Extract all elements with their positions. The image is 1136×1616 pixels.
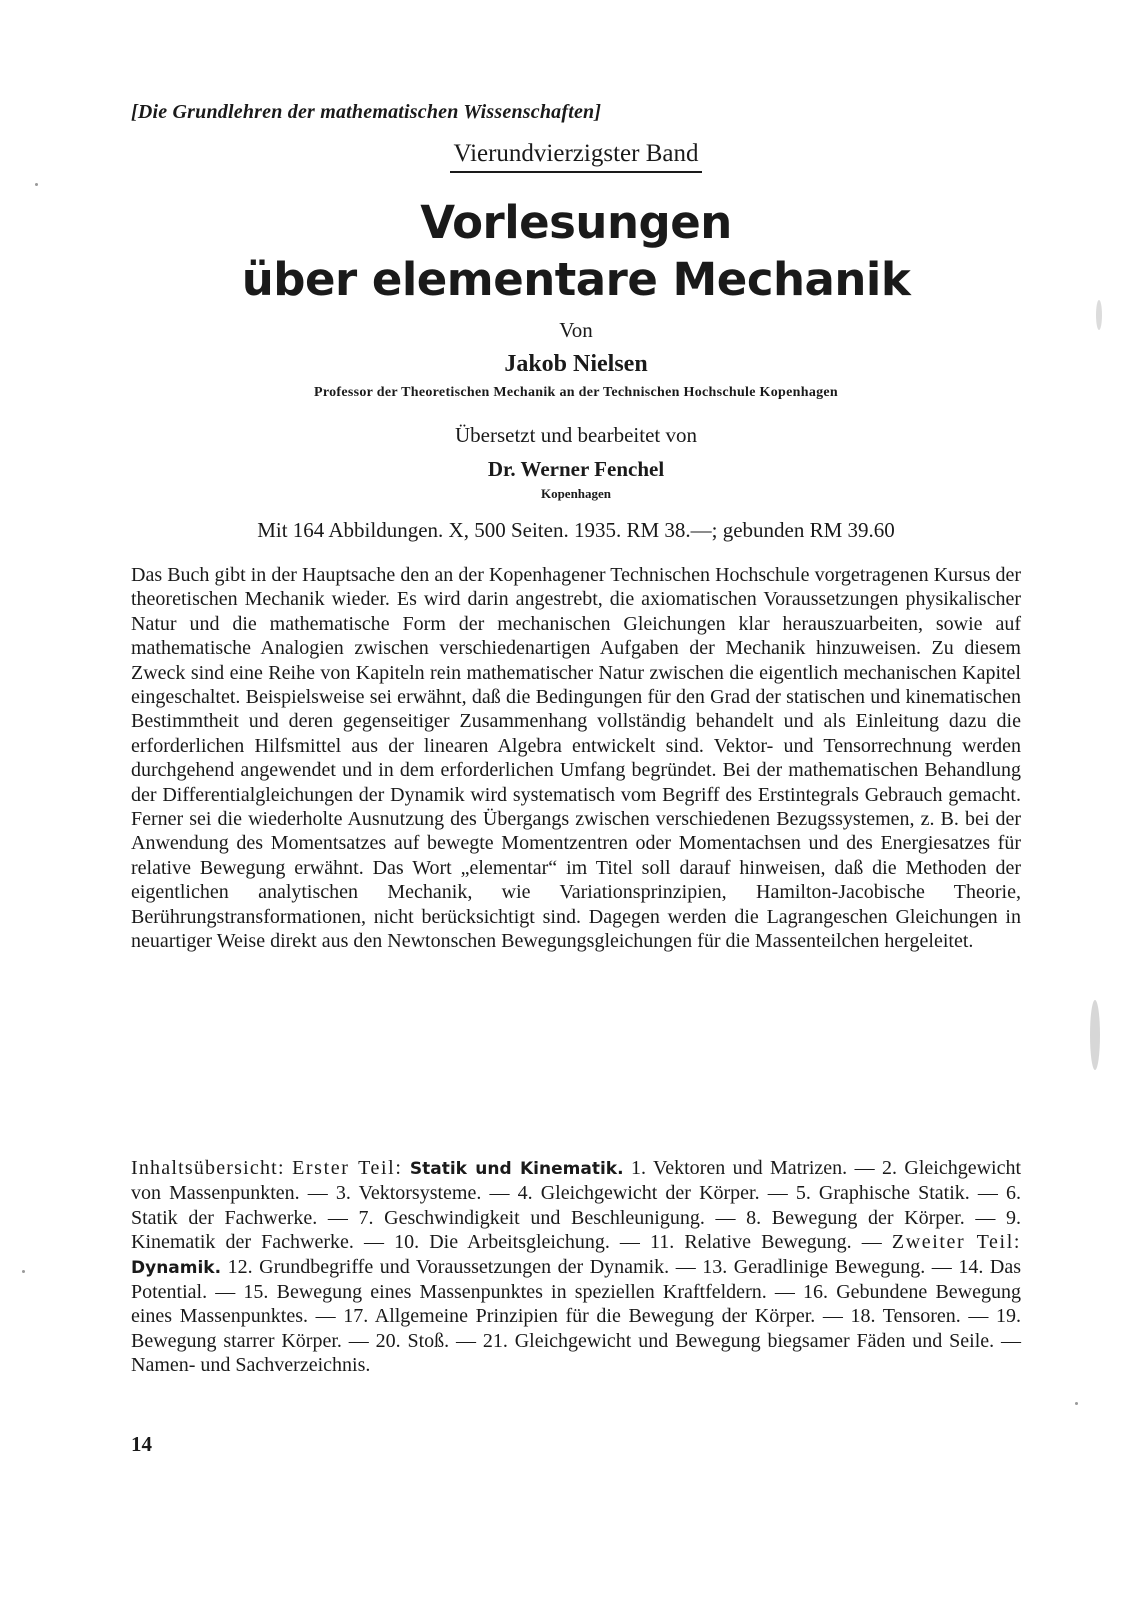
series-title: [Die Grundlehren der mathematischen Wissenschaften] — [131, 101, 602, 123]
book-title-line-1: Vorlesungen — [420, 196, 732, 249]
toc-part2-chapters: 12. Grundbegriffe und Voraussetzungen der Dynamik. — 13. Geradlinige Bewegung. — 14. Das Potential. — 15. Bewegung eines Massenpunktes in speziellen Kraftfeldern. — 16. Gebundene Bewegung eines Massenpunktes. — 17. Allgemeine Prinzipien für die Bewegung der Körper. — 18. Tensoren. — 19. Bewegung starrer Körper. — 20. Stoß. — 21. Gleichgewicht und Bewegung biegsamer Fäden und Seile. — Namen- und Sachverzeichnis. — [131, 1255, 1022, 1377]
scan-speck — [1096, 300, 1102, 330]
toc-part1-chapters: 1. Vektoren und Matrizen. — 2. Gleichgewicht von Massenpunkten. — 3. Vektorsysteme. — 4. Gleichgewicht der Körper. — 5. Graphische Statik. — 6. Statik der Fachwerke. — 7. Geschwindigkeit und Beschleunigung. — 8. Bewegung der Körper. — 9. Kinematik der Fachwerke. — 10. Die Arbeitsgleichung. — 11. Relative Bewegung. — — [131, 1157, 1022, 1254]
translated-by-label: Übersetzt und bearbeitet von — [455, 423, 697, 447]
book-description: Das Buch gibt in der Hauptsache den an der Kopenhagener Technischen Hochschule vorgetragenen Kursus der theoretischen Mechanik wieder. Es wird darin angestrebt, die axiomatischen Voraussetzungen physikalischer Natur und die mathematische Form der mechanischen Gleichungen klar herauszuarbeiten, sowie auf mathematische Analogien zwischen verschiedenartigen Aufgaben der Mechanik hinzuweisen. Zu diesem Zweck sind eine Reihe von Kapiteln rein mathematischer Natur zwischen die eigentlich mechanischen Kapitel eingeschaltet. Beispielsweise sei erwähnt, daß die Bedingungen für den Grad der statischen und kinematischen Bestimmtheit und deren gegenseitiger Zusammenhang vollständig behandelt und als Einleitung dazu die erforderlichen Hilfsmittel aus der linearen Algebra entwickelt sind. Vektor- und Tensorrechnung werden durchgehend angewendet und in dem erforderlichen Umfang begründet. Bei der mathematischen Behandlung der Differentialgleichungen der Dynamik wird systematisch vom Begriff des Erstintegrals Gebrauch gemacht. Ferner sei die wiederholte Ausnutzung des Übergangs zwischen verschiedenen Bezugssystemen, z. B. bei der Anwendung des Momentsatzes auf bewegte Momentzentren oder Momentachsen und des Energiesatzes für relative Bewegung erwähnt. Das Wort „elementar“ im Titel soll darauf hinweisen, daß die Methoden der eigentlichen analytischen Mechanik, wie Variationsprinzipien, Hamilton-Jacobische Theorie, Berührungstransformationen, nicht berücksichtigt sind. Dagegen werden die Lagrangeschen Gleichungen in neuartiger Weise direkt aus den Newtonschen Bewegungsgleichungen für die Massenteilchen hergeleitet. — [131, 564, 1021, 953]
toc-label: Inhaltsübersicht: — [131, 1157, 285, 1179]
volume-label-text: Vierundvierzigster Band — [450, 140, 703, 173]
book-title-line-2: über elementare Mechanik — [241, 253, 911, 306]
toc-part1-title: Statik und Kinematik. — [409, 1159, 624, 1179]
by-label: Von — [559, 318, 593, 342]
scan-speck — [22, 1270, 25, 1273]
scan-speck — [1090, 1000, 1100, 1070]
toc-part2-label: Zweiter Teil: — [891, 1231, 1022, 1254]
publication-info: Mit 164 Abbildungen. X, 500 Seiten. 1935. RM 38.—; gebunden RM 39.60 — [257, 518, 895, 542]
author-affiliation: Professor der Theoretischen Mechanik an der Technischen Hochschule Kopenhagen — [313, 385, 839, 400]
table-of-contents — [131, 1156, 1021, 1378]
translator-name: Dr. Werner Fenchel — [487, 457, 665, 481]
translator-place: Kopenhagen — [540, 486, 612, 501]
scan-speck — [35, 183, 38, 186]
author-name: Jakob Nielsen — [504, 351, 648, 377]
page-number: 14 — [131, 1432, 152, 1456]
scan-speck — [1075, 1402, 1078, 1405]
volume-label — [131, 140, 1021, 173]
toc-part2-title: Dynamik. — [131, 1257, 222, 1278]
toc-part1-label: Erster Teil: — [292, 1157, 403, 1179]
